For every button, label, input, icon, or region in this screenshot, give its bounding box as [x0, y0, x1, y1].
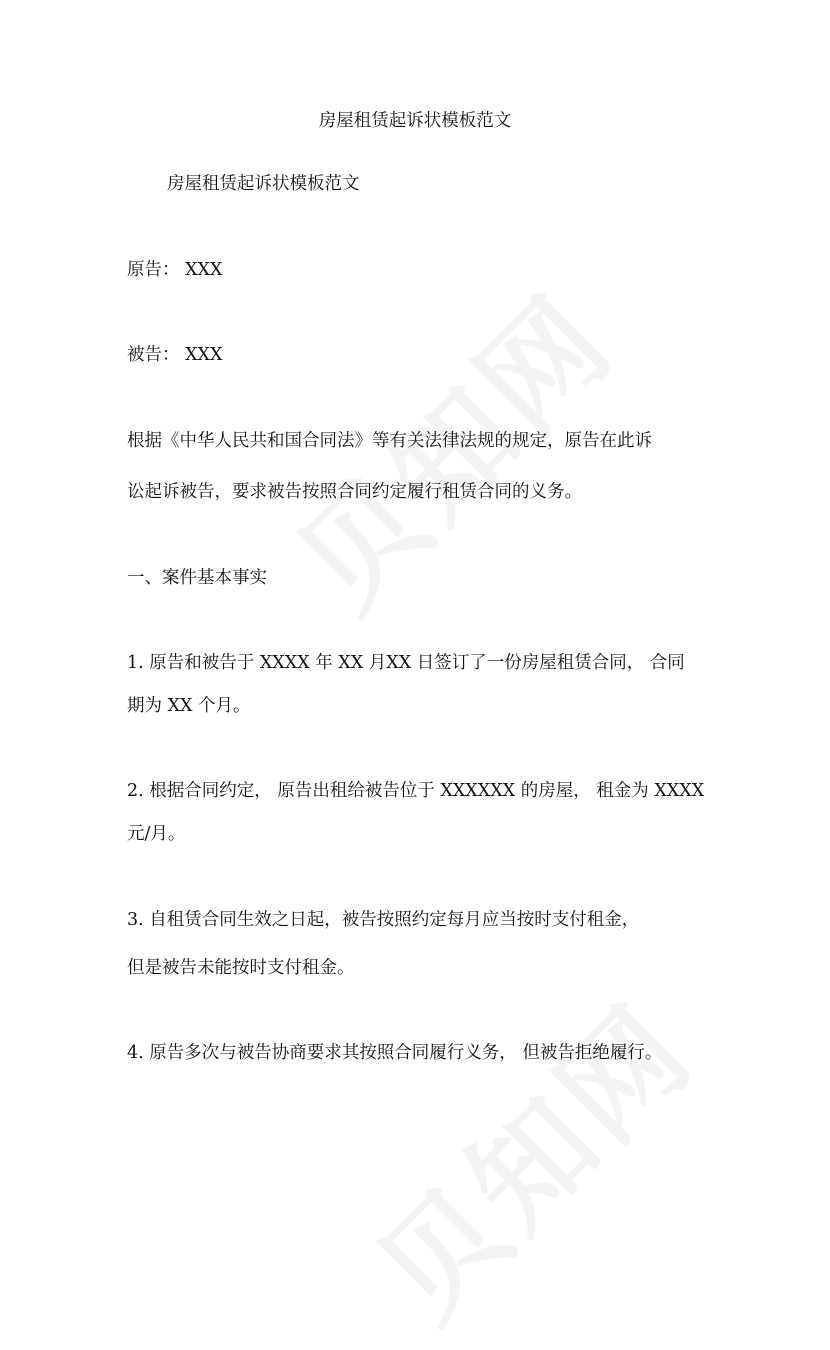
fact-1-line: 1. 原告和被告于 XXXX 年 XX 月XX 日签订了一份房屋租赁合同， 合同: [127, 653, 685, 673]
plaintiff-line: 原告： XXX: [127, 260, 223, 280]
document-title: 房屋租赁起诉状模板范文: [318, 111, 512, 131]
document-subtitle: 房屋租赁起诉状模板范文: [167, 174, 360, 194]
fact-4-line: 4. 原告多次与被告协商要求其按照合同履行义务， 但被告拒绝履行。: [127, 1043, 663, 1063]
section-heading: 一、案件基本事实: [127, 568, 267, 588]
defendant-line: 被告： XXX: [127, 345, 223, 365]
watermark: [335, 962, 724, 1350]
fact-3-line: 3. 自租赁合同生效之日起，被告按照约定每月应当按时支付租金，: [127, 910, 640, 930]
fact-2-line: 2. 根据合同约定， 原告出租给被告位于 XXXXXX 的房屋， 租金为 XXXX: [127, 781, 705, 801]
intro-paragraph-line: 根据《中华人民共和国合同法》等有关法律法规的规定，原告在此诉: [127, 431, 652, 451]
intro-paragraph-line: 讼起诉被告，要求被告按照合同约定履行租赁合同的义务。: [127, 482, 582, 502]
fact-2-line: 元/月。: [127, 824, 186, 844]
fact-1-line: 期为 XX 个月。: [127, 696, 251, 716]
fact-3-line: 但是被告未能按时支付租金。: [127, 958, 355, 978]
